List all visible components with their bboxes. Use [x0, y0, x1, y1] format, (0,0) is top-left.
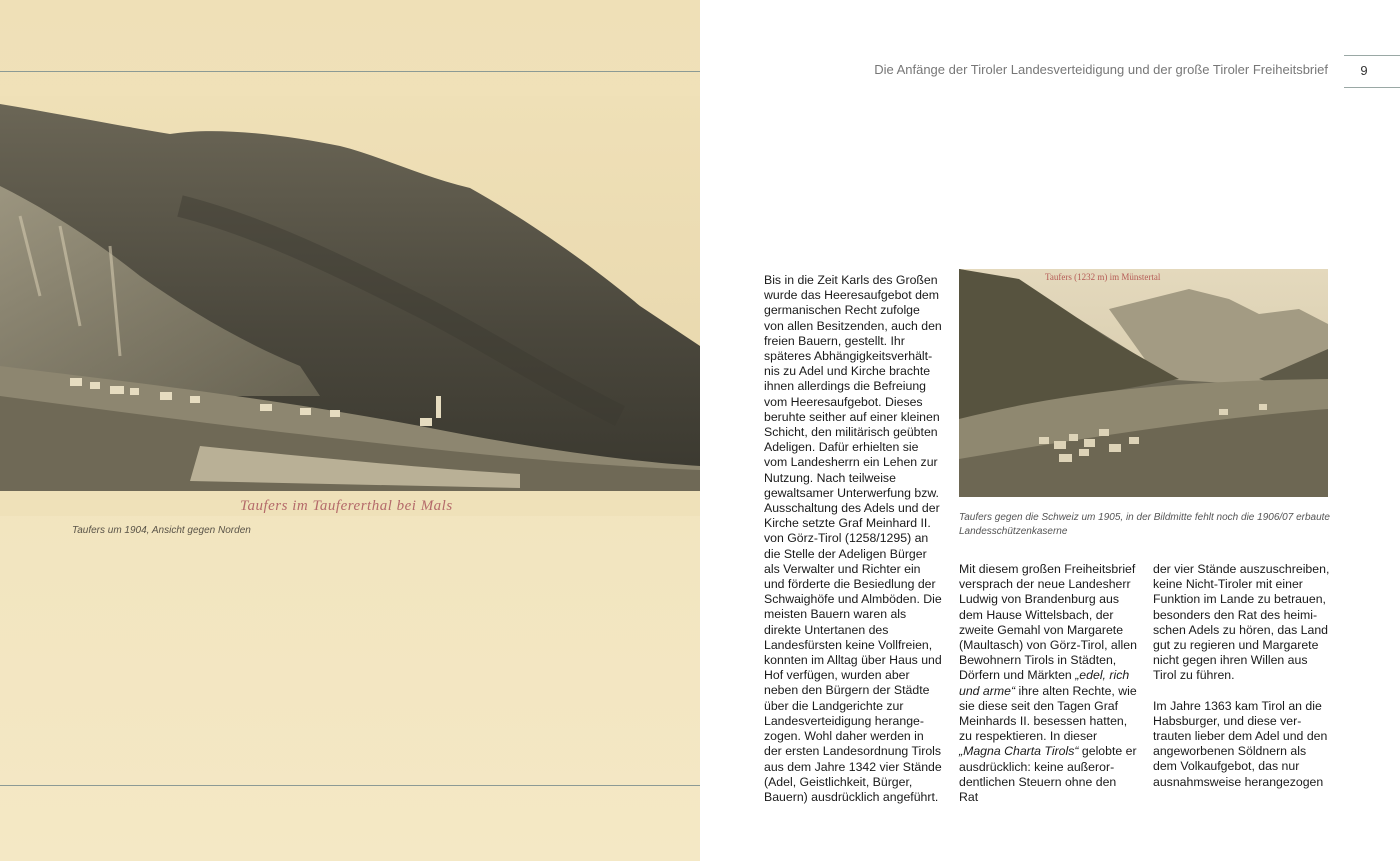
photo-caption: Taufers gegen die Schweiz um 1905, in der Bildmitte fehlt noch die 1906/07 erbaute Landesschützenkaserne: [959, 512, 1330, 537]
text-span: ihre alten Rechte, wie sie diese seit den Tagen Graf Meinhards II. besessen hatten, zu respektieren. In dieser: [959, 683, 1137, 744]
page-number-box: [1344, 55, 1400, 88]
top-rule: [0, 71, 700, 72]
text-span: gelobte er ausdrücklich: keine außerordentlichen Steuern ohne den Rat: [959, 744, 1137, 805]
paragraph: Im Jahre 1363 kam Tirol an die Habsburger, und diese vertrauten lieber dem Adel und den angeworbenen Söldnern als dem Volkaufgebot, das nur ausnahmsweise herangezogen: [1153, 698, 1328, 789]
quote-emphasis: „edel, rich und arme“: [959, 668, 1130, 698]
text-span: Mit diesem großen Freiheitsbrief versprach der neue Landesherr Ludwig von Brandenburg aus dem Hause Wittelsbach, der zweite Gemahl von Margarete (Maultasch) von Görz-Tirol, allen Bewohnern Tirols in Städten, Dörfern und Märkten: [959, 562, 1137, 683]
right-page: [700, 0, 1400, 861]
postcard-caption: Taufers (1232 m) im Münstertal: [1045, 272, 1161, 282]
running-head: Die Anfänge der Tiroler Landesverteidigung und der große Tiroler Freiheitsbrief: [874, 62, 1328, 77]
paragraph: Bis in die Zeit Karls des Großen wurde das Heeresaufgebot dem germanischen Recht zufolge von allen Besitzenden, auch den freien Bauern, gestellt. Ihr späteres Abhängigkeitsverhältnis zu Adel und Kirche brachte ihnen allerdings die Befreiung vom Heeresaufgebot. Dieses beruhte seither auf einer kleinen Schicht, den militärisch geübten Adeligen. Dafür erhielten sie vom Landesherrn ein Lehen zur Nutzung. Nach teilweise gewaltsamer Unterwerfung bzw. Ausschaltung des Adels und der Kirche setzte Graf Meinhard II. von Görz-Tirol (1258/1295) an die Stelle der Adeligen Bürger als Verwalter und Richter ein und förderte die Besiedlung der Schwaighöfe und Almböden. Die meisten Bauern waren als direkte Untertanen des Landesfürsten keine Vollfreien, konnten im Alltag über Haus und Hof verfügen, wurden aber neben den Bürgern der Städte über die Landgerichte zur Landesverteidigung herangezogen. Wohl daher werden in der ersten Landesordnung Tirols aus dem Jahre 1342 vier Stände (Adel, Geistlichkeit, Bürger, Bauern) ausdrücklich angeführt.: [764, 273, 942, 804]
text-column-2: [959, 562, 1137, 805]
valley-postcard-photo: [959, 269, 1328, 497]
page-number: 9: [1360, 63, 1368, 78]
postcard-caption: Taufers im Taufererthal bei Mals: [240, 498, 453, 514]
text-column-1: [764, 273, 942, 805]
text-column-3: [1153, 562, 1331, 790]
quote-emphasis: „Magna Charta Tirols“: [959, 744, 1079, 759]
paragraph: [959, 562, 1137, 805]
bottom-rule: [0, 785, 700, 786]
photo-caption: Taufers um 1904, Ansicht gegen Norden: [72, 525, 251, 536]
paragraph: der vier Stände auszuschreiben, keine Nicht-Tiroler mit einer Funktion im Lande zu betrauen, besonders den Rat des heimischen Adels zu hören, das Land gut zu regieren und Margarete nicht gegen ihren Willen aus Tirol zu führen.: [1153, 562, 1330, 683]
historic-valley-photo: [0, 96, 700, 516]
